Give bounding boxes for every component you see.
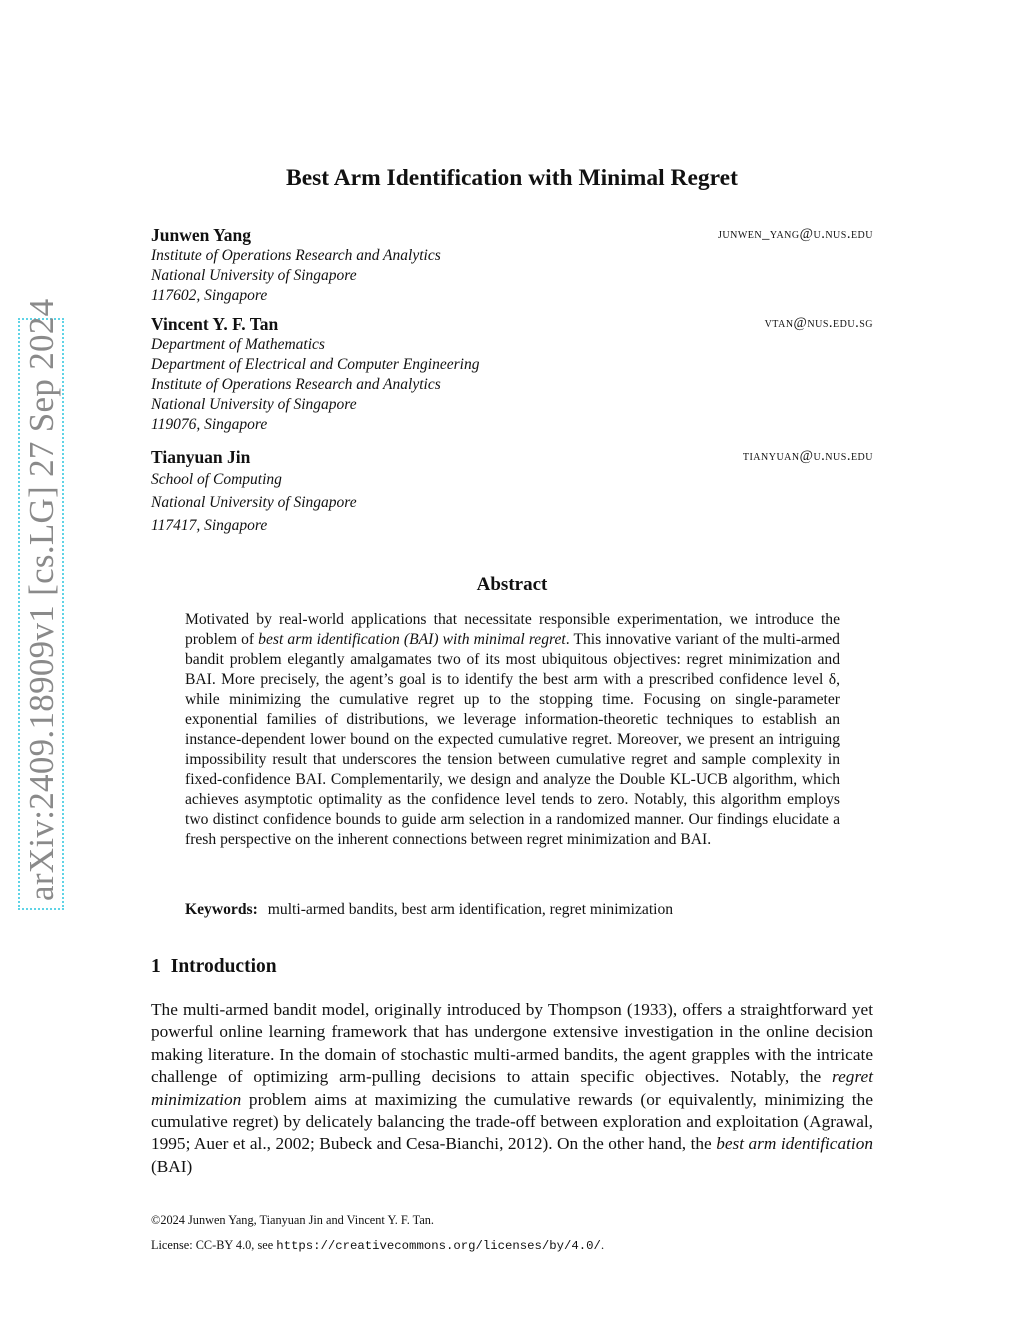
author-email[interactable]: junwen_yang@u.nus.edu [717,226,873,242]
introduction-paragraph [151,999,873,1178]
intro-text-part: (BAI) [151,1156,193,1176]
author-block-3 [151,446,873,537]
author-affiliation: Institute of Operations Research and Analytics [151,376,441,393]
license-suffix: . [600,1238,605,1252]
intro-text-part: The multi-armed bandit model, originally introduced by Thompson (1933), offers a straightforward yet powerful online learning framework that has undergone extensive investigation in the online decision making literature. In the domain of stochastic multi-armed bandits, the agent grapples with the intricate challenge of optimizing arm-pulling decisions to attain specific objectives. Notably, the [151,1000,873,1087]
author-affiliation: 117417, Singapore [151,517,268,534]
intro-emphasis: regret minimization [151,1067,873,1109]
license-footnote [151,1238,604,1253]
paper-title: Best Arm Identification with Minimal Regret [286,165,738,191]
section-number: 1 [151,956,161,977]
author-block-1 [151,224,873,306]
author-affiliation: Institute of Operations Research and Analytics [151,247,441,264]
section-title: Introduction [170,956,277,977]
license-link[interactable]: https://creativecommons.org/licenses/by/4.0/ [276,1239,601,1253]
author-affiliation: Department of Mathematics [151,336,325,353]
author-affiliation: 119076, Singapore [151,416,268,433]
author-name: Tianyuan Jin [151,447,251,467]
keywords-list: multi-armed bandits, best arm identification, regret minimization [267,901,674,918]
abstract-emphasis: best arm identification (BAI) with minimal regret [258,631,566,648]
intro-text-part: problem aims at maximizing the cumulative rewards (or equivalently, minimizing the cumulative regret) by delicately balancing the trade-off between exploration and exploitation (Agrawal, 1995; Auer et al., 2002; Bubeck and Cesa-Bianchi, 2012). On the other hand, the [151,1089,873,1154]
abstract-text-part: . This innovative variant of the multi-armed bandit problem elegantly amalgamates two of its most ubiquitous objectives: regret minimization and BAI. More precisely, the agent’s goal is to identify the best arm with a prescribed confidence level δ, while minimizing the cumulative regret up to the stopping time. Focusing on single-parameter exponential families of distributions, we leverage information-theoretic techniques to establish an instance-dependent lower bound on the expected cumulative regret. Moreover, we present an intriguing impossibility result that underscores the tension between cumulative regret and sample complexity in fixed-confidence BAI. Complementarily, we design and analyze the Double KL-UCB algorithm, which achieves asymptotic optimality as the confidence level tends to zero. Notably, this algorithm employs two distinct confidence bounds to guide arm selection in a randomized manner. Our findings elucidate a fresh perspective on the inherent connections between regret minimization and BAI. [185,631,840,848]
author-affiliation: National University of Singapore [151,396,357,413]
abstract-text [185,610,840,850]
arxiv-identifier[interactable]: arXiv:2409.18909v1 [cs.LG] 27 Sep 2024 [22,298,61,901]
author-email[interactable]: tianyuan@u.nus.edu [742,448,873,464]
keywords-line [185,900,673,920]
author-name: Vincent Y. F. Tan [151,314,279,334]
author-name: Junwen Yang [151,225,252,245]
author-affiliation: National University of Singapore [151,494,357,511]
keywords-label: Keywords: [185,901,258,918]
abstract-heading: Abstract [476,574,548,595]
author-block-2 [151,313,873,435]
abstract-text-part: Motivated by real-world applications that necessitate responsible experimentation, we introduce the problem of [185,611,840,648]
license-prefix: License: CC-BY 4.0, see [151,1238,277,1252]
author-affiliation: School of Computing [151,471,282,488]
author-email[interactable]: vtan@nus.edu.sg [764,315,873,331]
section-heading [151,956,277,978]
author-affiliation: Department of Electrical and Computer Engineering [151,356,480,373]
author-affiliation: National University of Singapore [151,267,357,284]
author-affiliation: 117602, Singapore [151,287,268,304]
intro-emphasis: best arm identification [716,1134,873,1154]
copyright-footnote: ©2024 Junwen Yang, Tianyuan Jin and Vincent Y. F. Tan. [151,1213,435,1227]
